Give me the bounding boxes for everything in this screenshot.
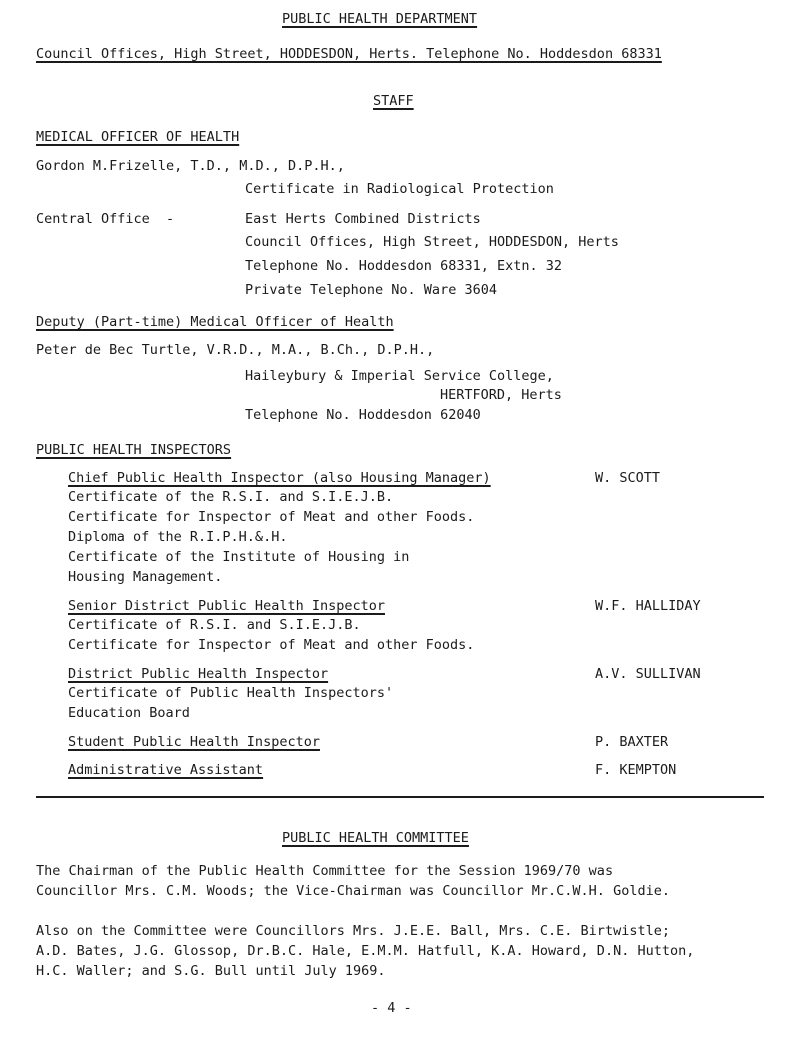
inspector-qualification: Diploma of the R.I.P.H.&.H. — [68, 529, 288, 545]
section-divider — [36, 796, 764, 798]
inspector-name: W.F. HALLIDAY — [595, 598, 701, 614]
inspector-qualification: Certificate of R.S.I. and S.I.E.J.B. — [68, 617, 361, 633]
inspector-qualification: Education Board — [68, 705, 190, 721]
office-line: East Herts Combined Districts — [245, 211, 481, 227]
office-label: Central Office - — [36, 211, 175, 227]
inspector-title: District Public Health Inspector — [68, 666, 329, 682]
committee-paragraph-line: The Chairman of the Public Health Committee for the Session 1969/70 was — [36, 863, 614, 879]
inspector-title: Administrative Assistant — [68, 762, 264, 778]
committee-paragraph-line: Also on the Committee were Councillors Mrs. J.E.E. Ball, Mrs. C.E. Birtwistle; — [36, 923, 670, 939]
moh-name: Gordon M.Frizelle, T.D., M.D., D.P.H., — [36, 158, 345, 174]
committee-paragraph-line: Councillor Mrs. C.M. Woods; the Vice-Chairman was Councillor Mr.C.W.H. Goldie. — [36, 883, 670, 899]
address-line: Council Offices, High Street, HODDESDON, Herts. Telephone No. Hoddesdon 68331 — [36, 46, 662, 62]
office-line: Telephone No. Hoddesdon 68331, Extn. 32 — [245, 258, 562, 274]
committee-heading: PUBLIC HEALTH COMMITTEE — [282, 830, 469, 846]
inspector-qualification: Certificate of Public Health Inspectors' — [68, 685, 394, 701]
deputy-line: Telephone No. Hoddesdon 62040 — [245, 407, 481, 423]
office-line: Council Offices, High Street, HODDESDON, Herts — [245, 234, 619, 250]
office-line: Private Telephone No. Ware 3604 — [245, 282, 497, 298]
moh-heading: MEDICAL OFFICER OF HEALTH — [36, 129, 240, 145]
deputy-line: HERTFORD, Herts — [440, 387, 562, 403]
page-number: - 4 - — [371, 1000, 412, 1016]
inspector-name: P. BAXTER — [595, 734, 669, 750]
inspector-qualification: Certificate of the Institute of Housing in — [68, 549, 410, 565]
inspector-name: A.V. SULLIVAN — [595, 666, 701, 682]
committee-paragraph-line: A.D. Bates, J.G. Glossop, Dr.B.C. Hale, E.M.M. Hatfull, K.A. Howard, D.N. Hutton, — [36, 943, 695, 959]
staff-heading: STAFF — [373, 93, 414, 109]
inspector-qualification: Certificate for Inspector of Meat and other Foods. — [68, 509, 475, 525]
committee-paragraph-line: H.C. Waller; and S.G. Bull until July 1969. — [36, 963, 386, 979]
inspector-qualification: Certificate of the R.S.I. and S.I.E.J.B. — [68, 489, 394, 505]
inspector-name: W. SCOTT — [595, 470, 661, 486]
inspectors-heading: PUBLIC HEALTH INSPECTORS — [36, 442, 232, 458]
deputy-heading: Deputy (Part-time) Medical Officer of Health — [36, 314, 394, 330]
inspector-qualification: Certificate for Inspector of Meat and other Foods. — [68, 637, 475, 653]
inspector-title: Student Public Health Inspector — [68, 734, 320, 750]
inspector-name: F. KEMPTON — [595, 762, 677, 778]
deputy-name: Peter de Bec Turtle, V.R.D., M.A., B.Ch., D.P.H., — [36, 342, 435, 358]
deputy-line: Haileybury & Imperial Service College, — [245, 368, 554, 384]
inspector-title: Chief Public Health Inspector (also Housing Manager) — [68, 470, 491, 486]
moh-qualification: Certificate in Radiological Protection — [245, 181, 554, 197]
inspector-qualification: Housing Management. — [68, 569, 223, 585]
inspector-title: Senior District Public Health Inspector — [68, 598, 385, 614]
department-title: PUBLIC HEALTH DEPARTMENT — [282, 11, 478, 27]
